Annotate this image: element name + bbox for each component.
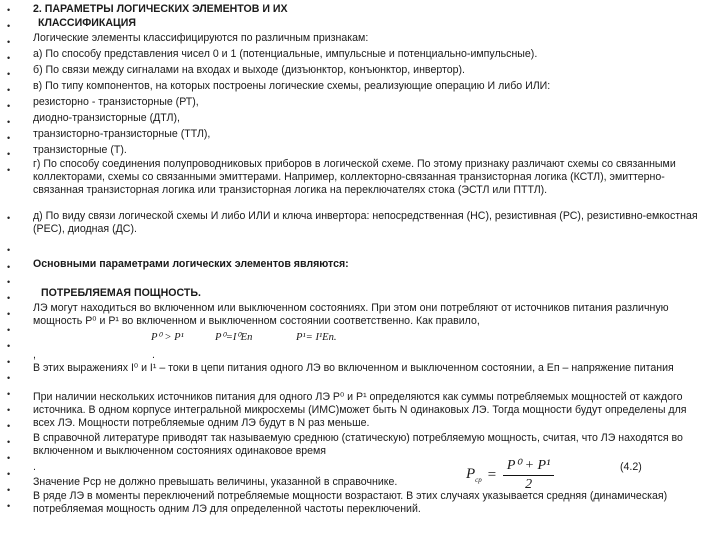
bullet-marker: • (7, 357, 11, 367)
bullet-marker: • (7, 262, 11, 272)
main-params-heading: Основными параметрами логических элементов являются: (33, 258, 349, 270)
power-inequality: P⁰ > P¹ (151, 332, 184, 343)
multi-source-paragraph: При наличии нескольких источников питания для одного ЛЭ P⁰ и P¹ определяются как суммы потребляемых мощностей от каждого источника. В одном корпусе интегральной микросхемы (ИМС)может быть N одинаковых ЛЭ. Тогда мощности будут определены для всех ЛЭ. Мощности потребляемые одним ЛЭ будут в N раз меньше. (33, 391, 687, 429)
bullet-marker: • (7, 277, 11, 287)
formula-dot: . (33, 461, 36, 473)
bullet-marker: • (7, 293, 11, 303)
type-rt: резисторно - транзисторные (РТ), (33, 96, 199, 108)
section-title-line1: 2. ПАРАМЕТРЫ ЛОГИЧЕСКИХ ЭЛЕМЕНТОВ И ИХ (33, 3, 288, 15)
reference-paragraph: В справочной литературе приводят так называемую среднюю (статическую) потребляемую мощность, считая, что ЛЭ находятся во включенном и выключенном состояниях одинаковое время (33, 432, 683, 457)
bullet-marker: • (7, 389, 11, 399)
type-dtl: диодно-транзисторные (ДТЛ), (33, 112, 180, 124)
classification-d: д) По виду связи логической схемы И либо ИЛИ и ключа инвертора: непосредственная (НС), резистивная (РС), резистивно-емкостная (РЕС), диодная (ДС). (33, 210, 698, 235)
expressions-paragraph: В этих выражениях I⁰ и I¹ – токи в цепи питания одного ЛЭ во включенном и выключенном состоянии, а Eп – напряжение питания (33, 362, 674, 374)
power-paragraph: ЛЭ могут находиться во включенном или выключенном состояниях. При этом они потребляют от источников питания различную мощность P⁰ и P¹ во включенном и выключенном состоянии соответственно. Как правило, (33, 302, 669, 327)
section-title-line2: КЛАССИФИКАЦИЯ (38, 17, 136, 29)
bullet-marker: • (7, 101, 11, 111)
classification-b: б) По связи между сигналами на входах и выходе (дизъюнктор, конъюнктор, инвертор). (33, 64, 465, 76)
bullet-marker: • (7, 149, 11, 159)
dynamic-paragraph: В ряде ЛЭ в моменты переключений потребляемые мощности возрастают. В этих случаях указывается средняя (динамическая) потребляемая мощность одним ЛЭ для определенной частоты переключений. (33, 490, 668, 515)
bullet-marker: • (7, 5, 11, 15)
bullet-marker: • (7, 325, 11, 335)
bullet-marker: • (7, 421, 11, 431)
bullet-marker: • (7, 373, 11, 383)
bullet-marker: • (7, 117, 11, 127)
bullet-marker: • (7, 341, 11, 351)
bullet-marker: • (7, 453, 11, 463)
bullet-marker: • (7, 245, 11, 255)
type-t: транзисторные (Т). (33, 144, 127, 156)
bullet-marker: • (7, 69, 11, 79)
bullet-marker: • (7, 405, 11, 415)
bullet-marker: • (7, 53, 11, 63)
bullet-marker: • (7, 133, 11, 143)
value-paragraph: Значение Pср не должно превышать величины, указанной в справочнике. (33, 476, 398, 488)
bullet-marker: • (7, 437, 11, 447)
dot-line: . (152, 349, 155, 361)
bullet-marker: • (7, 501, 11, 511)
formula-p1: P¹= I¹Eп. (296, 332, 337, 343)
bullet-marker: • (7, 309, 11, 319)
equation-number: (4.2) (620, 461, 642, 473)
formula-denominator: 2 (525, 477, 533, 492)
formula-p0: P⁰=I⁰Eп (215, 332, 253, 343)
power-heading: ПОТРЕБЛЯЕМАЯ ПОЩНОСТЬ. (41, 287, 201, 299)
classification-v: в) По типу компонентов, на которых построены логические схемы, реализующие операцию И либо ИЛИ: (33, 80, 551, 92)
bullet-marker: • (7, 213, 11, 223)
comma-line: , (33, 349, 36, 361)
formula-numerator: P⁰ + P¹ (503, 457, 554, 476)
bullet-marker: • (7, 469, 11, 479)
type-ttl: транзисторно-транзисторные (ТТЛ), (33, 128, 211, 140)
classification-g: г) По способу соединения полупроводниковых приборов в логической схеме. По этому признаку различают схемы со связанными коллекторами, схемы со связанными эмиттерами. Например, коллекторно-связанная транзисторная логика (КСТЛ), эмиттерно-связанная транзисторная логика или транзисторная логика на переключателях стока (ЭСТЛ или ПТТЛ). (33, 158, 676, 196)
classification-a: а) По способу представления чисел 0 и 1 (потенциальные, импульсные и потенциально-импульсные). (33, 48, 538, 60)
bullet-marker: • (7, 485, 11, 495)
bullet-marker: • (7, 37, 11, 47)
average-power-formula: $P_{ср}$ = $\frac{\text{P⁰ + P¹}}{2}$ (466, 457, 554, 493)
bullet-marker: • (7, 165, 11, 175)
bullet-marker: • (7, 21, 11, 31)
formula-lhs: $P_{ср}$ (466, 466, 482, 484)
classification-intro: Логические элементы классифицируются по различным признакам: (33, 32, 369, 44)
bullet-marker: • (7, 85, 11, 95)
